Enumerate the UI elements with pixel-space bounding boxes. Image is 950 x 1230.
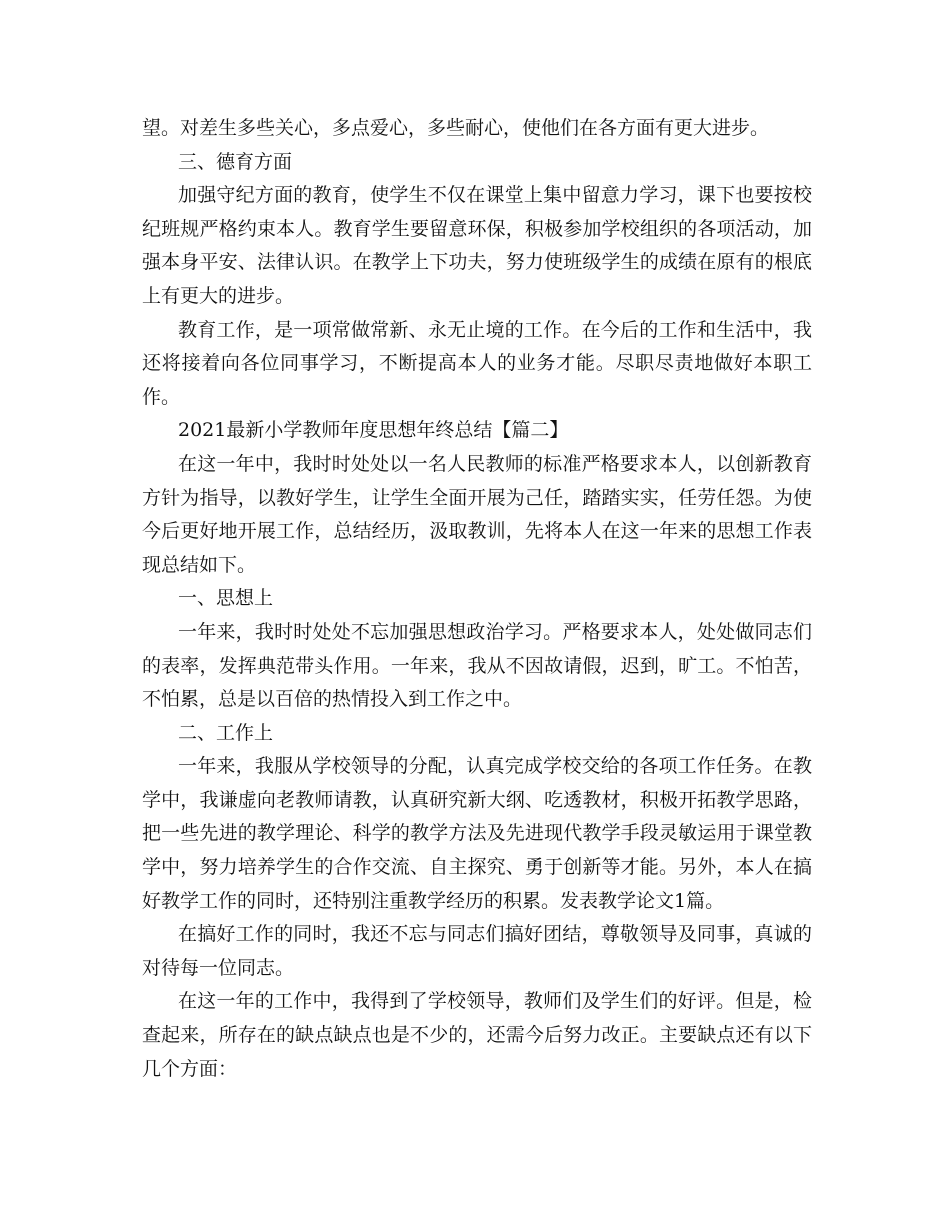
document-body [142,112,812,1086]
article-title-part-two: 2021最新小学教师年度思想年终总结【篇二】 [178,419,569,442]
paragraph: 在搞好工作的同时，我还不忘与同志们搞好团结，尊敬领导及同事，真诚的对待每一位同志。 [142,923,812,979]
paragraph: 在这一年中，我时时处处以一名人民教师的标准严格要求本人，以创新教育方针为指导，以教好学生，让学生全面开展为己任，踏踏实实，任劳任怨。为使今后更好地开展工作，总结经历，汲取教训，先将本人在这一年来的思想工作表现总结如下。 [142,452,812,576]
paragraph: 一年来，我服从学校领导的分配，认真完成学校交给的各项工作任务。在教学中，我谦虚向老教师请教，认真研究新大纲、吃透教材，积极开拓教学思路，把一些先进的教学理论、科学的教学方法及先进现代教学手段灵敏运用于课堂教学中，努力培养学生的合作交流、自主探究、勇于创新等才能。另外，本人在搞好教学工作的同时，还特别注重教学经历的积累。发表教学论文1篇。 [142,755,812,912]
section-heading-thought: 一、思想上 [178,587,274,610]
paragraph: 在这一年的工作中，我得到了学校领导，教师们及学生们的好评。但是，检查起来，所存在的缺点缺点也是不少的，还需今后努力改正。主要缺点还有以下几个方面： [142,990,812,1080]
section-heading-work: 二、工作上 [178,721,274,744]
section-heading-moral-education: 三、德育方面 [178,150,293,173]
paragraph: 教育工作，是一项常做常新、永无止境的工作。在今后的工作和生活中，我还将接着向各位同事学习，不断提高本人的业务才能。尽职尽责地做好本职工作。 [142,318,812,408]
paragraph: 加强守纪方面的教育，使学生不仅在课堂上集中留意力学习，课下也要按校纪班规严格约束本人。教育学生要留意环保，积极参加学校组织的各项活动，加强本身平安、法律认识。在教学上下功夫，努力使班级学生的成绩在原有的根底上有更大的进步。 [142,184,812,307]
paragraph: 一年来，我时时处处不忘加强思想政治学习。严格要求本人，处处做同志们的表率，发挥典范带头作用。一年来，我从不因故请假，迟到，旷工。不怕苦，不怕累，总是以百倍的热情投入到工作之中。 [142,620,812,711]
paragraph-continuation: 望。对差生多些关心，多点爱心，多些耐心，使他们在各方面有更大进步。 [142,117,770,139]
